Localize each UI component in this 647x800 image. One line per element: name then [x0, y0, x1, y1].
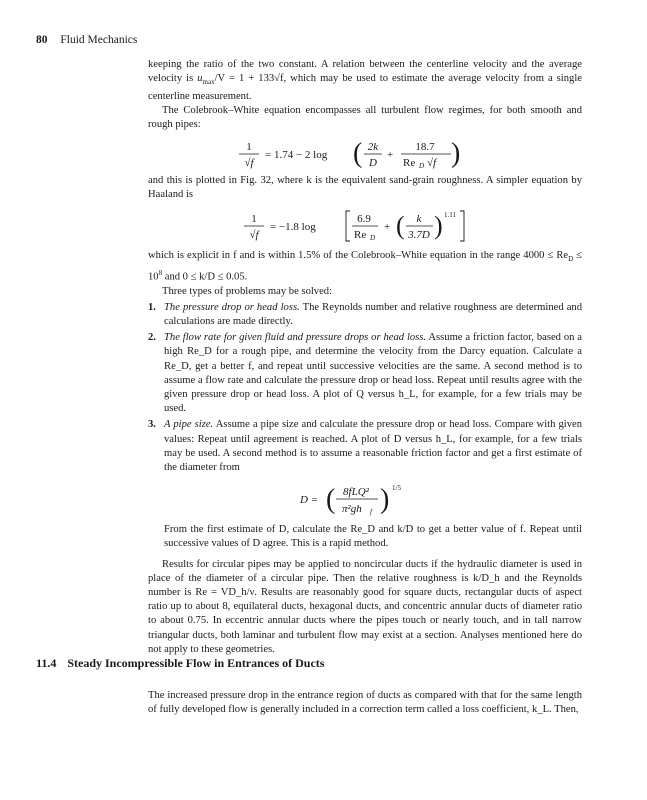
eq2-t1-den-sub: D [370, 233, 376, 242]
equation-diameter [148, 481, 582, 517]
eq3-den-sub: f [370, 508, 372, 517]
eq1-lparen: ( [353, 138, 363, 170]
eq2-exponent: 1.11 [444, 210, 456, 219]
section-number: 11.4 [36, 656, 57, 670]
eq1-t1-num: 2k [367, 141, 379, 154]
eq2-lhs-den: √f [249, 228, 259, 241]
equation-colebrook-svg [235, 138, 495, 170]
eq1-t2-den-tail: √f [427, 157, 437, 170]
eq3-exponent: 1/5 [392, 484, 401, 493]
equation-diameter-svg [300, 481, 430, 517]
eq3-lhs: D = [300, 494, 319, 507]
paragraph-noncircular: Results for circular pipes may be applied to noncircular ducts if the hydraulic diameter is used in place of the diameter of a circular pipe. Then the relative roughness is k/D_h and the Reynolds number is Re = VD_h/ν. Results are reasonably good for square ducts, rectangular ducts of aspect ratio up to about 8, equilateral ducts, hexagonal ducts, and concentric annular ducts of diameter ratio to about 0.75. In eccentric annular ducts where the pipes touch or nearly touch, and in tall narrow triangular ducts, both laminar and turbulent flow may exist at a section. Analyses mentioned here do not apply to these geometries. [148, 558, 582, 655]
paragraph-colebrook: The Colebrook–White equation encompasses all turbulent flow regimes, for both smooth and rough pipes: [148, 104, 582, 130]
equation-haaland [148, 209, 582, 243]
eq2-t1-den: Re [354, 228, 367, 241]
eq1-lhs-num: 1 [246, 141, 252, 154]
eq2-lhs-num: 1 [251, 212, 257, 225]
eq1-t1-den: D [369, 157, 377, 170]
eq1-t2-den: Re [403, 157, 416, 170]
eq3-rparen: ) [380, 484, 390, 516]
eq1-t2-den-sub: D [419, 162, 425, 171]
eq2-rbracket [460, 211, 464, 241]
eq2-rparen: ) [434, 210, 443, 240]
eq1-plus: + [387, 149, 394, 162]
eq3-num: 8fLQ² [343, 486, 369, 499]
eq1-t2-num: 18.7 [415, 141, 435, 154]
eq3-lparen: ( [326, 484, 336, 516]
paragraph-entrance: The increased pressure drop in the entrance region of ducts as compared with that for the same length of fully developed flow is generally included in a correction term called a loss coefficient, k_L. Then, [148, 689, 582, 715]
paragraph-haaland-range: which is explicit in f and is within 1.5% of the Colebrook–White equation in the range $4000 \le Re_D \le 10^8$ and 0 ≤ k/D ≤ 0.05. [148, 249, 582, 283]
eq3-den: π²gh [342, 503, 362, 516]
eq1-lhs-den: √f [244, 157, 254, 170]
equation-haaland-svg [240, 209, 490, 243]
section-heading [36, 656, 324, 671]
eq1-rparen: ) [451, 138, 461, 170]
paragraph-problem-types: Three types of problems may be solved: [162, 285, 333, 297]
paragraph-first-estimate: From the first estimate of D, calculate the Re_D and k/D to get a better value of f. Repeat until successive values of D agree. This is a rapid method. [164, 524, 582, 550]
eq2-t2-num: k [416, 212, 422, 225]
eq2-t2-den: 3.7D [408, 228, 430, 241]
eq2-lbracket [346, 211, 350, 241]
running-title: Fluid Mechanics [60, 34, 138, 46]
eq2-plus: + [384, 220, 391, 233]
list-item: 3. A pipe size. Assume a pipe size and calculate the pressure drop or head loss. Compare with given values: Repeat until agreement is reached. A plot of D versus h_L, for example, for a few trials may be used. A second method is to assume a reasonable friction factor and get a first estimate of the diameter from [148, 419, 582, 474]
section-title: Steady Incompressible Flow in Entrances of Ducts [67, 656, 325, 670]
section-text [148, 678, 582, 728]
eq2-lparen: ( [396, 210, 405, 240]
paragraph-centerline: keeping the ratio of the two constant. A relation between the centerline velocity and the average velocity is $u_{max}/V = 1 + 133√f$, which may be used to estimate the average velocity from a single centerline measurement. [148, 59, 582, 102]
eq2-equals: = −1.8 log [270, 220, 316, 233]
page-number: 80 [36, 34, 48, 46]
list-item: 1. The pressure drop or head loss. The Reynolds number and relative roughness are determined and calculations are made directly. [148, 301, 582, 327]
running-header [36, 34, 137, 46]
equation-colebrook [148, 138, 582, 171]
list-item: 2. The flow rate for given fluid and pressure drops or head loss. Assume a friction factor, based on a high Re_D for a rough pipe, and determine the velocity from the Darcy equation. Calculate a Re_D, get a better f, and repeat until successive velocities are the same. A second method is to assume a flow rate and calculate the pressure drop or head loss. Repeat until results agree with the given pressure drop or head loss. A plot of Q versus h_L, for example, for a few trials may be used. [148, 332, 583, 415]
eq2-t1-num: 6.9 [357, 212, 371, 225]
main-text [148, 58, 582, 657]
paragraph-haaland-intro: and this is plotted in Fig. 32, where k is the equivalent sand-grain roughness. A simpler equation by Haaland is [148, 175, 582, 201]
problem-list [148, 301, 582, 475]
eq1-equals: = 1.74 − 2 log [265, 149, 328, 162]
